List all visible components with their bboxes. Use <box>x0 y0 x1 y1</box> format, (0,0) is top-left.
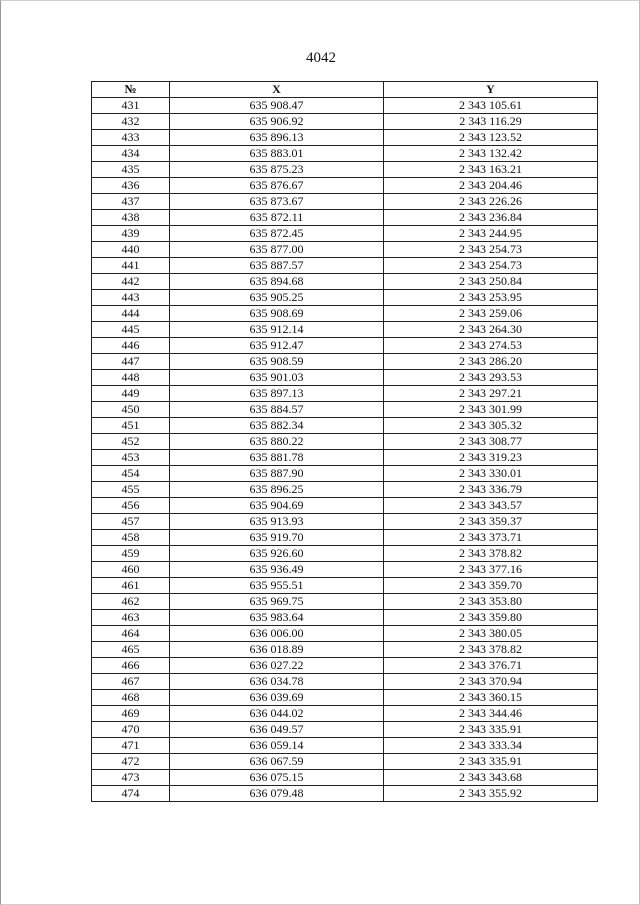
cell-y: 2 343 380.05 <box>384 626 598 642</box>
cell-number: 452 <box>92 434 170 450</box>
cell-y: 2 343 336.79 <box>384 482 598 498</box>
table-row <box>92 754 598 770</box>
cell-y: 2 343 123.52 <box>384 130 598 146</box>
table-row <box>92 338 598 354</box>
cell-number: 463 <box>92 610 170 626</box>
cell-x: 635 919.70 <box>170 530 384 546</box>
table-row <box>92 770 598 786</box>
table-row <box>92 482 598 498</box>
cell-number: 436 <box>92 178 170 194</box>
cell-number: 474 <box>92 786 170 802</box>
cell-number: 434 <box>92 146 170 162</box>
cell-number: 464 <box>92 626 170 642</box>
cell-number: 454 <box>92 466 170 482</box>
cell-number: 432 <box>92 114 170 130</box>
cell-y: 2 343 293.53 <box>384 370 598 386</box>
table-header <box>92 82 598 98</box>
cell-x: 636 044.02 <box>170 706 384 722</box>
table-row <box>92 370 598 386</box>
table-row <box>92 258 598 274</box>
cell-x: 635 887.90 <box>170 466 384 482</box>
table-row <box>92 514 598 530</box>
table-row <box>92 130 598 146</box>
cell-y: 2 343 377.16 <box>384 562 598 578</box>
cell-y: 2 343 286.20 <box>384 354 598 370</box>
cell-y: 2 343 343.68 <box>384 770 598 786</box>
cell-number: 462 <box>92 594 170 610</box>
cell-y: 2 343 116.29 <box>384 114 598 130</box>
cell-number: 442 <box>92 274 170 290</box>
cell-x: 636 006.00 <box>170 626 384 642</box>
cell-number: 451 <box>92 418 170 434</box>
cell-y: 2 343 250.84 <box>384 274 598 290</box>
cell-y: 2 343 370.94 <box>384 674 598 690</box>
table-row <box>92 306 598 322</box>
cell-x: 635 887.57 <box>170 258 384 274</box>
cell-x: 635 904.69 <box>170 498 384 514</box>
cell-number: 440 <box>92 242 170 258</box>
table-row <box>92 178 598 194</box>
table-row <box>92 674 598 690</box>
cell-y: 2 343 105.61 <box>384 98 598 114</box>
cell-number: 468 <box>92 690 170 706</box>
cell-number: 433 <box>92 130 170 146</box>
cell-x: 635 955.51 <box>170 578 384 594</box>
table-row <box>92 738 598 754</box>
cell-x: 635 912.47 <box>170 338 384 354</box>
cell-y: 2 343 359.80 <box>384 610 598 626</box>
cell-x: 636 018.89 <box>170 642 384 658</box>
table-row <box>92 290 598 306</box>
cell-y: 2 343 360.15 <box>384 690 598 706</box>
table-row <box>92 114 598 130</box>
cell-x: 635 897.13 <box>170 386 384 402</box>
cell-number: 470 <box>92 722 170 738</box>
column-header-number: № <box>92 82 170 98</box>
cell-x: 635 883.01 <box>170 146 384 162</box>
table-row <box>92 594 598 610</box>
table-row <box>92 434 598 450</box>
cell-y: 2 343 353.80 <box>384 594 598 610</box>
table-row <box>92 194 598 210</box>
cell-x: 635 876.67 <box>170 178 384 194</box>
cell-number: 444 <box>92 306 170 322</box>
cell-number: 450 <box>92 402 170 418</box>
cell-x: 636 075.15 <box>170 770 384 786</box>
cell-number: 438 <box>92 210 170 226</box>
table-row <box>92 450 598 466</box>
table-row <box>92 402 598 418</box>
table-row <box>92 498 598 514</box>
table-row <box>92 162 598 178</box>
cell-y: 2 343 378.82 <box>384 546 598 562</box>
cell-y: 2 343 236.84 <box>384 210 598 226</box>
table-row <box>92 706 598 722</box>
cell-x: 635 882.34 <box>170 418 384 434</box>
cell-number: 437 <box>92 194 170 210</box>
cell-number: 458 <box>92 530 170 546</box>
cell-x: 635 894.68 <box>170 274 384 290</box>
cell-number: 461 <box>92 578 170 594</box>
cell-x: 636 039.69 <box>170 690 384 706</box>
page-number: 4042 <box>306 50 336 66</box>
cell-x: 635 983.64 <box>170 610 384 626</box>
cell-x: 635 936.49 <box>170 562 384 578</box>
cell-number: 453 <box>92 450 170 466</box>
cell-number: 460 <box>92 562 170 578</box>
cell-x: 636 079.48 <box>170 786 384 802</box>
cell-number: 473 <box>92 770 170 786</box>
table-body <box>92 98 598 802</box>
cell-y: 2 343 244.95 <box>384 226 598 242</box>
table-row <box>92 354 598 370</box>
cell-y: 2 343 330.01 <box>384 466 598 482</box>
cell-x: 635 881.78 <box>170 450 384 466</box>
cell-x: 635 905.25 <box>170 290 384 306</box>
table-row <box>92 610 598 626</box>
cell-y: 2 343 373.71 <box>384 530 598 546</box>
cell-y: 2 343 333.34 <box>384 738 598 754</box>
cell-number: 466 <box>92 658 170 674</box>
cell-number: 472 <box>92 754 170 770</box>
cell-y: 2 343 253.95 <box>384 290 598 306</box>
table-row <box>92 722 598 738</box>
cell-x: 635 913.93 <box>170 514 384 530</box>
cell-y: 2 343 132.42 <box>384 146 598 162</box>
table-row <box>92 786 598 802</box>
cell-number: 439 <box>92 226 170 242</box>
table-row <box>92 146 598 162</box>
cell-y: 2 343 305.32 <box>384 418 598 434</box>
cell-number: 431 <box>92 98 170 114</box>
table-row <box>92 322 598 338</box>
cell-y: 2 343 335.91 <box>384 722 598 738</box>
cell-y: 2 343 344.46 <box>384 706 598 722</box>
table-row <box>92 98 598 114</box>
cell-x: 635 908.59 <box>170 354 384 370</box>
cell-y: 2 343 335.91 <box>384 754 598 770</box>
cell-number: 441 <box>92 258 170 274</box>
cell-y: 2 343 254.73 <box>384 242 598 258</box>
table-row <box>92 530 598 546</box>
cell-x: 635 896.25 <box>170 482 384 498</box>
cell-x: 635 872.45 <box>170 226 384 242</box>
cell-x: 636 067.59 <box>170 754 384 770</box>
cell-y: 2 343 376.71 <box>384 658 598 674</box>
cell-number: 435 <box>92 162 170 178</box>
cell-x: 635 873.67 <box>170 194 384 210</box>
cell-y: 2 343 204.46 <box>384 178 598 194</box>
cell-x: 635 926.60 <box>170 546 384 562</box>
cell-number: 465 <box>92 642 170 658</box>
cell-number: 443 <box>92 290 170 306</box>
cell-x: 635 872.11 <box>170 210 384 226</box>
cell-y: 2 343 319.23 <box>384 450 598 466</box>
cell-number: 445 <box>92 322 170 338</box>
cell-x: 635 884.57 <box>170 402 384 418</box>
cell-x: 635 906.92 <box>170 114 384 130</box>
table-row <box>92 642 598 658</box>
cell-y: 2 343 163.21 <box>384 162 598 178</box>
table-row <box>92 274 598 290</box>
cell-x: 635 912.14 <box>170 322 384 338</box>
cell-number: 455 <box>92 482 170 498</box>
table-row <box>92 418 598 434</box>
table-row <box>92 466 598 482</box>
table-row <box>92 546 598 562</box>
cell-y: 2 343 359.70 <box>384 578 598 594</box>
table-row <box>92 658 598 674</box>
cell-x: 635 896.13 <box>170 130 384 146</box>
cell-number: 457 <box>92 514 170 530</box>
cell-x: 635 877.00 <box>170 242 384 258</box>
cell-x: 635 880.22 <box>170 434 384 450</box>
cell-y: 2 343 254.73 <box>384 258 598 274</box>
cell-number: 467 <box>92 674 170 690</box>
cell-number: 471 <box>92 738 170 754</box>
cell-x: 636 059.14 <box>170 738 384 754</box>
cell-number: 459 <box>92 546 170 562</box>
cell-y: 2 343 274.53 <box>384 338 598 354</box>
cell-x: 636 034.78 <box>170 674 384 690</box>
cell-y: 2 343 378.82 <box>384 642 598 658</box>
cell-y: 2 343 343.57 <box>384 498 598 514</box>
cell-y: 2 343 308.77 <box>384 434 598 450</box>
cell-number: 456 <box>92 498 170 514</box>
coordinates-table <box>91 81 598 802</box>
cell-x: 635 875.23 <box>170 162 384 178</box>
column-header-x: X <box>170 82 384 98</box>
table-row <box>92 242 598 258</box>
cell-number: 449 <box>92 386 170 402</box>
cell-x: 635 969.75 <box>170 594 384 610</box>
cell-x: 636 027.22 <box>170 658 384 674</box>
cell-y: 2 343 359.37 <box>384 514 598 530</box>
cell-y: 2 343 297.21 <box>384 386 598 402</box>
cell-number: 446 <box>92 338 170 354</box>
table-row <box>92 578 598 594</box>
cell-x: 636 049.57 <box>170 722 384 738</box>
cell-number: 448 <box>92 370 170 386</box>
cell-y: 2 343 259.06 <box>384 306 598 322</box>
cell-x: 635 901.03 <box>170 370 384 386</box>
cell-y: 2 343 355.92 <box>384 786 598 802</box>
table-row <box>92 226 598 242</box>
header-row <box>92 82 598 98</box>
cell-y: 2 343 301.99 <box>384 402 598 418</box>
cell-y: 2 343 226.26 <box>384 194 598 210</box>
cell-y: 2 343 264.30 <box>384 322 598 338</box>
table-row <box>92 210 598 226</box>
table-row <box>92 690 598 706</box>
cell-number: 447 <box>92 354 170 370</box>
table-row <box>92 626 598 642</box>
cell-number: 469 <box>92 706 170 722</box>
table-row <box>92 386 598 402</box>
table-row <box>92 562 598 578</box>
cell-x: 635 908.47 <box>170 98 384 114</box>
column-header-y: Y <box>384 82 598 98</box>
cell-x: 635 908.69 <box>170 306 384 322</box>
